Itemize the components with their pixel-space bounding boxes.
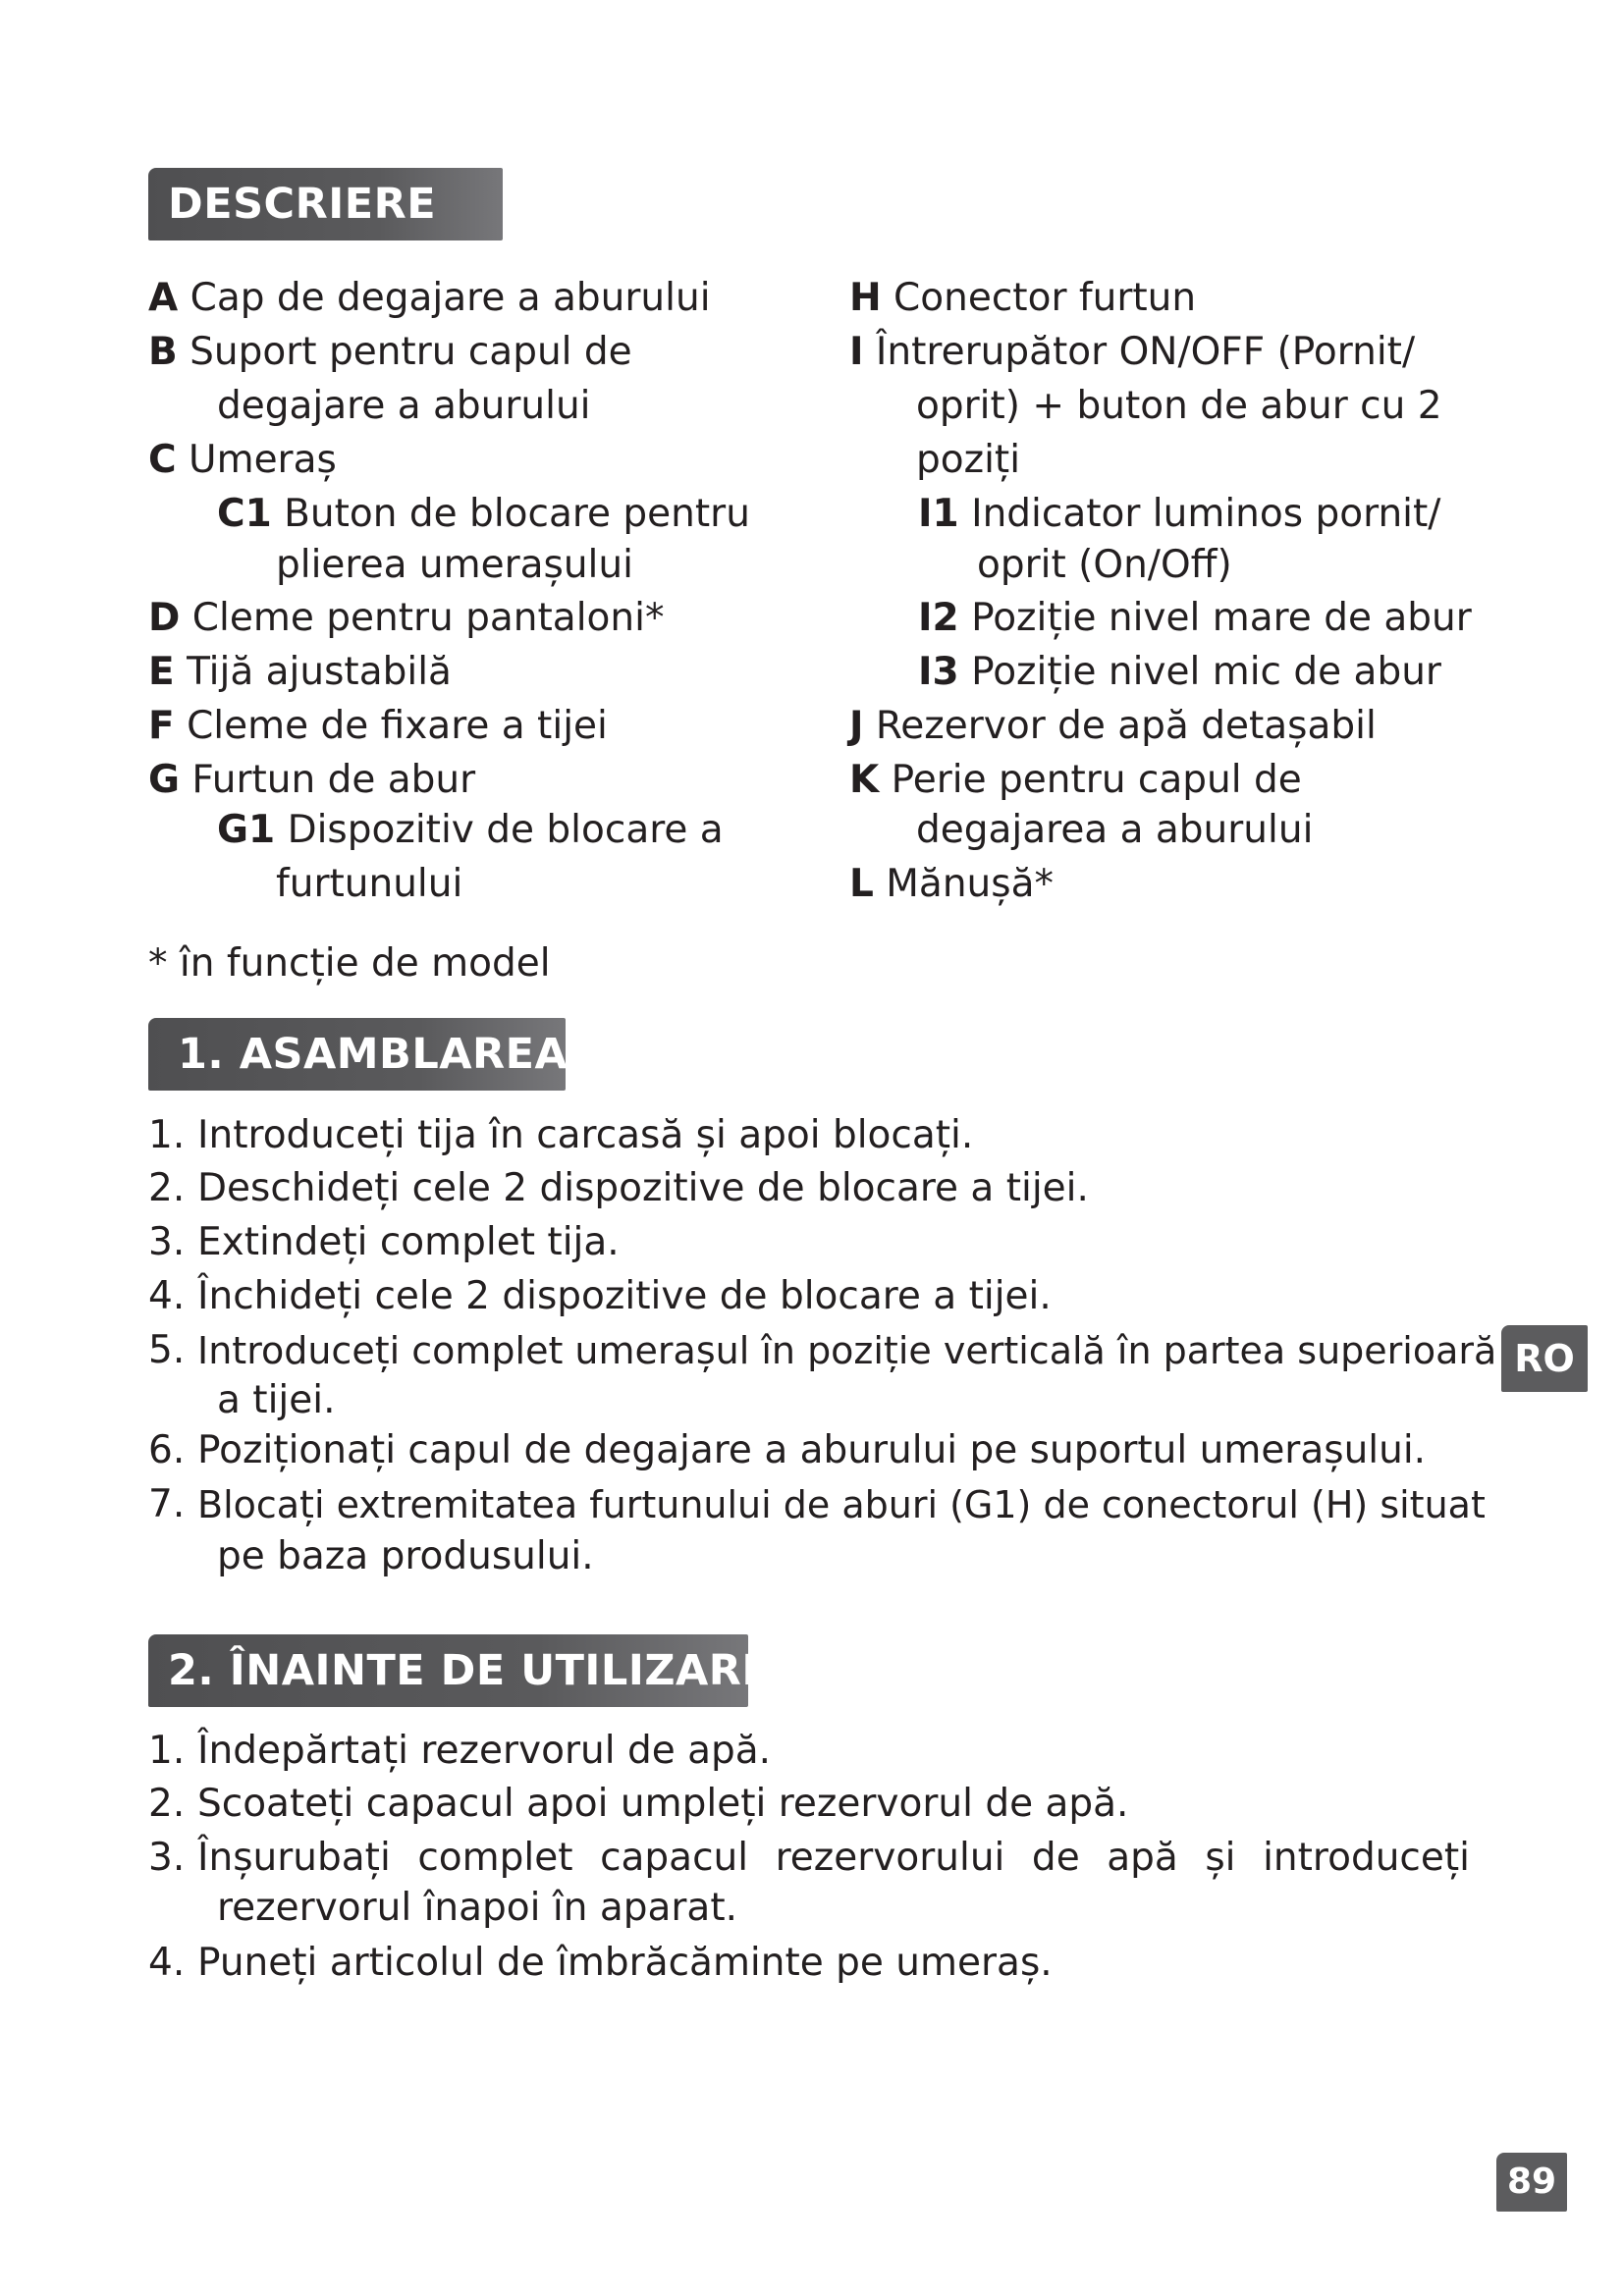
list-item: L Mănușă*	[849, 862, 1054, 906]
step-text: Deschideți cele 2 dispozitive de blocare a tijei.	[197, 1166, 1089, 1210]
sub-list-item: I2 Poziție nivel mare de abur	[918, 596, 1472, 640]
step-number: 6.	[148, 1428, 186, 1472]
step-number: 7.	[148, 1482, 186, 1526]
step-text: Poziționați capul de degajare a aburului pe suportul umerașului.	[197, 1428, 1427, 1472]
list-item: H Conector furtun	[849, 276, 1197, 320]
language-tab: RO	[1501, 1325, 1588, 1392]
step-number: 4.	[148, 1941, 186, 1985]
step-text-continuation: pe baza produsului.	[217, 1534, 594, 1578]
step-number: 3.	[148, 1836, 186, 1880]
list-item-continuation: oprit (On/Off)	[977, 543, 1232, 587]
list-item: B Suport pentru capul de	[148, 330, 632, 374]
step-text: Blocați extremitatea furtunului de aburi (G1) de conectorul (H) situat	[197, 1483, 1486, 1526]
step-text: Extindeți complet tija.	[197, 1220, 620, 1264]
list-item-continuation: degajarea a aburului	[916, 808, 1314, 852]
list-item-continuation: furtunului	[276, 862, 463, 906]
list-item: F Cleme de fixare a tijei	[148, 704, 608, 748]
step-number: 4.	[148, 1274, 186, 1318]
step-text: Înșurubați complet capacul rezervorului de apă și introduceți	[197, 1836, 1470, 1880]
list-item: K Perie pentru capul de	[849, 758, 1302, 802]
sub-list-item: I1 Indicator luminos pornit/	[918, 492, 1441, 536]
step-text: Puneți articolul de îmbrăcăminte pe umeraș.	[197, 1941, 1053, 1985]
step-text: Introduceți complet umerașul în poziție verticală în partea superioară	[197, 1329, 1497, 1372]
step-text: Îndepărtați rezervorul de apă.	[197, 1729, 772, 1773]
page-number: 89	[1496, 2153, 1567, 2212]
section-heading-description: DESCRIERE	[148, 168, 503, 240]
sub-list-item: I3 Poziție nivel mic de abur	[918, 650, 1441, 694]
list-item: E Tijă ajustabilă	[148, 650, 452, 694]
list-item: G Furtun de abur	[148, 758, 476, 802]
list-item: J Rezervor de apă detașabil	[849, 704, 1377, 748]
step-number: 2.	[148, 1166, 186, 1210]
section-heading-before-use: 2. ÎNAINTE DE UTILIZARE	[148, 1634, 748, 1707]
step-text-continuation: rezervorul înapoi în aparat.	[217, 1886, 738, 1930]
list-item-continuation: oprit) + buton de abur cu 2	[916, 384, 1442, 428]
list-item: C Umeraș	[148, 438, 337, 482]
list-item: D Cleme pentru pantaloni*	[148, 596, 665, 640]
step-number: 5.	[148, 1328, 186, 1372]
step-text: Închideți cele 2 dispozitive de blocare a tijei.	[197, 1274, 1052, 1318]
list-item-continuation: degajare a aburului	[217, 384, 591, 428]
step-number: 2.	[148, 1782, 186, 1826]
footnote: * în funcție de model	[148, 941, 551, 986]
section-heading-assembly: 1. ASAMBLAREA	[148, 1018, 566, 1091]
step-number: 3.	[148, 1220, 186, 1264]
sub-list-item: C1 Buton de blocare pentru	[217, 492, 750, 536]
step-text: Introduceți tija în carcasă și apoi blocați.	[197, 1113, 974, 1157]
sub-list-item: G1 Dispozitiv de blocare a	[217, 808, 724, 852]
step-text-continuation: a tijei.	[217, 1378, 336, 1422]
list-item: A Cap de degajare a aburului	[148, 276, 711, 320]
list-item: I Întrerupător ON/OFF (Pornit/	[849, 330, 1416, 374]
step-number: 1.	[148, 1729, 186, 1773]
list-item-continuation: poziți	[916, 438, 1021, 482]
step-text: Scoateți capacul apoi umpleți rezervorul de apă.	[197, 1782, 1129, 1826]
step-number: 1.	[148, 1113, 186, 1157]
list-item-continuation: plierea umerașului	[276, 543, 633, 587]
